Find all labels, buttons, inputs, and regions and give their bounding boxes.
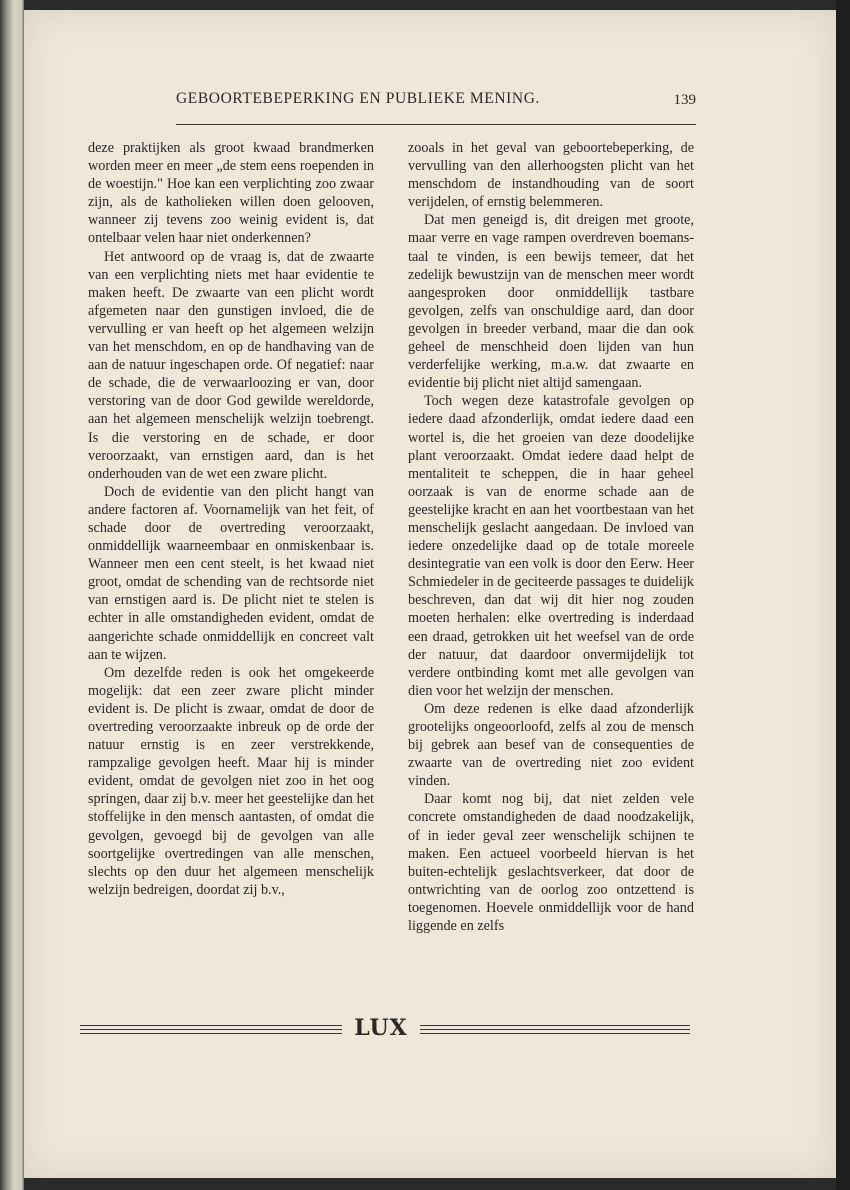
right-column (408, 139, 694, 935)
paragraph: Doch de evidentie van den plicht hangt van andere factoren af. Voornamelijk van het feit, of schade door de overtreding veroorzaakt, onmiddellijk waarneembaar en onmiskenbaar is. Wanneer men een cent steelt, is het kwaad niet groot, omdat de schending van de rechtsorde niet van ernstigen aard is. De plicht niet te stelen is echter in alle omstandigheden evident, omdat de aangerichte schade onmiddellijk en concreet valt aan te wijzen. (88, 483, 374, 663)
paragraph: deze praktijken als groot kwaad brandmerken worden meer en meer „de stem eens roependen in de woestijn." Hoe kan een verplichting zoo zwaar zijn, als de katholieken willen doen gelooven, wanneer zij tevens zoo weinig evident is, dat ontelbaar velen haar niet onderkennen? (88, 140, 374, 247)
scan-right-edge (836, 0, 850, 1190)
header-title: GEBOORTEBEPERKING EN PUBLIEKE MENING. (176, 90, 540, 107)
running-header (176, 90, 696, 118)
paragraph: Om dezelfde reden is ook het omgekeerde mogelijk: dat een zeer zware plicht minder evident is. De plicht is zwaar, omdat de door de overtreding veroorzaakte inbreuk op de orde der natuur ernstig is en zeer verstrekkende, rampzalige gevolgen heeft. Maar hij is minder evident, omdat de gevolgen niet zoo in het oog springen, daar zij b.v. meer het geestelijke dan het stoffelijke in den mensch aantasten, of omdat die gevolgen, gevoegd bij de gevolgen van alle soortgelijke overtredingen van alle menschen, slechts op den duur het algemeen menschelijk welzijn bedreigen, doordat zij b.v., (88, 664, 374, 898)
footer-rule-right (420, 1025, 690, 1034)
footer-rule-left (80, 1025, 342, 1034)
header-rule (176, 124, 696, 125)
footer (80, 1015, 690, 1042)
paragraph: Toch wegen deze katastrofale gevolgen op iedere daad afzonderlijk, omdat iedere daad een wortel is, die het groeien van deze doodelijke plant veroorzaakt. Omdat iedere daad helpt de mentaliteit te scheppen, die in haar geheel oorzaak is van de enorme schade aan de geestelijke kracht en aan het voortbestaan van het menschelijk geslacht aangedaan. De invloed van iedere onzedelijke daad op de totale moreele desintegratie van een volk is door den Eerw. Heer Schmiedeler in de geciteerde passages te duidelijk beschreven, dan dat wij dit hier nog zouden moeten herhalen: elke overtreding is inderdaad een draad, getrokken uit het weefsel van de orde der natuur, dat daardoor onvermijdelijk tot verdere ontbinding komt met alle gevolgen van dien voor het welzijn der menschen. (408, 393, 694, 699)
footer-logo: LUX (354, 1015, 408, 1041)
page-number: 139 (673, 92, 696, 108)
paragraph: Daar komt nog bij, dat niet zelden vele concrete omstandigheden de daad noodzakelijk, of in ieder geval zeer wenschelijk schijnen te maken. Een actueel voorbeeld hiervan is het buiten-echtelijk geslachtsverkeer, dat door de ontwrichting van de oorlog zoo ontzettend is toegenomen. Hoevele onmiddellijk voor de hand liggende en zelfs (408, 791, 694, 935)
paragraph: Dat men geneigd is, dit dreigen met groote, maar verre en vage rampen overdreven boemans-taal te vinden, is een bewijs temeer, dat het zedelijk bewustzijn van de menschen meer wordt aangesproken door onmiddellijk tastbare gevolgen, zelfs van onschuldige aard, dan door gevolgen in breeder verband, maar die dan ook geheel de menschheid doen lijden van hun verderfelijke werking, m.a.w. dat zwaarte en evidentie bij plicht niet altijd samengaan. (408, 212, 694, 392)
paragraph: Het antwoord op de vraag is, dat de zwaarte van een verplichting niets met haar evidentie te maken heeft. De zwaarte van een plicht wordt afgemeten naar den gunstigen invloed, die de vervulling er van heeft op het algemeen welzijn van het menschdom, en op de handhaving van de aan de natuur ingeschapen orde. Of negatief: naar de schade, die de verwaarloozing er van, door verstoring van de door God gewilde wereldorde, aan het algemeen menschelijk welzijn toebrengt. Is die verstoring en de schade, er door veroorzaakt, van ernstigen aard, dan is het onderhouden van de wet een zware plicht. (88, 248, 374, 482)
scan-left-edge (0, 0, 24, 1190)
left-column (88, 139, 374, 899)
paragraph: zooals in het geval van geboortebeperking, de vervulling van den allerhoogsten plicht van het menschdom de instandhouding van de soort verijdelen, of ernstig belemmeren. (408, 140, 694, 211)
paragraph: Om deze redenen is elke daad afzonderlijk grootelijks ongeoorloofd, zelfs al zou de mensch bij gebrek aan besef van de consequenties de zwaarte van de overtreding niet zoo evident vinden. (408, 700, 694, 790)
